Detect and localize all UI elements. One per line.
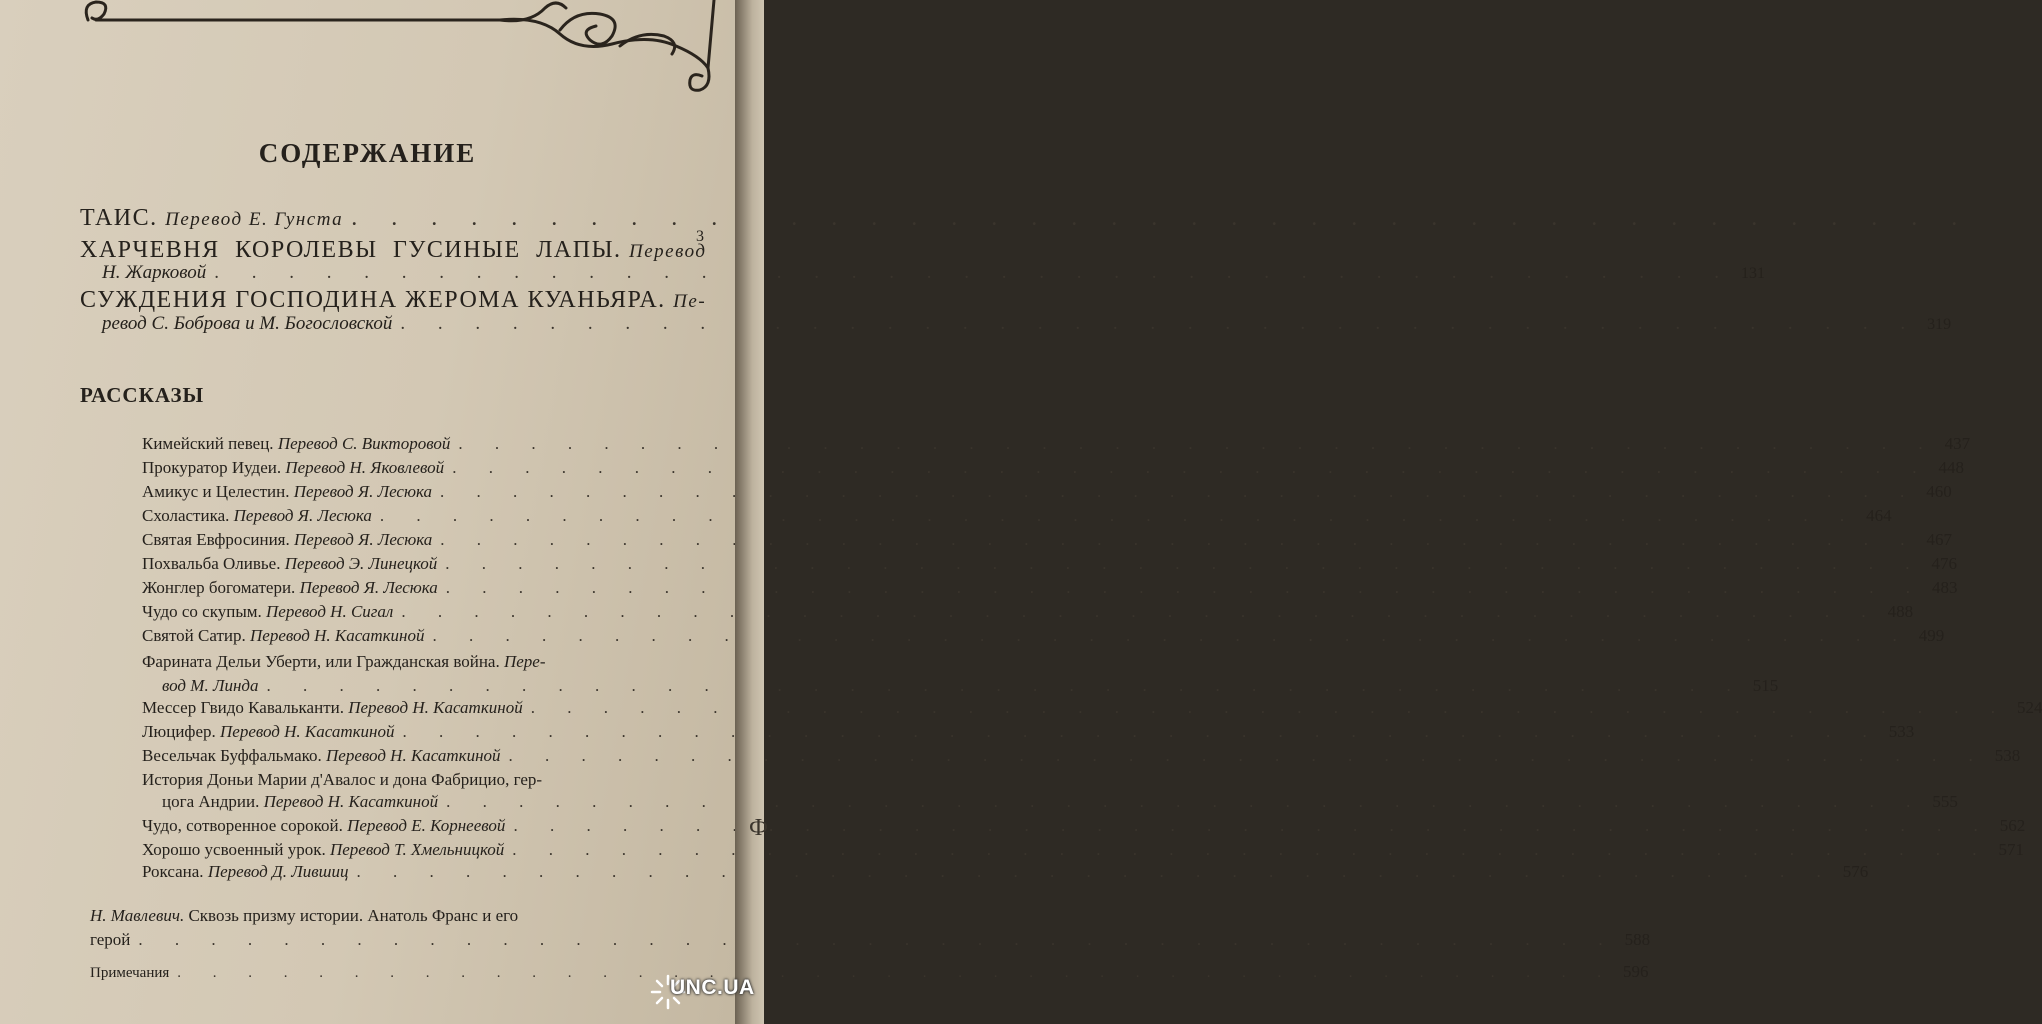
entry-translator: Пе- — [673, 291, 707, 312]
page-number: 319 — [1927, 316, 1952, 333]
entry-title-cont: герой — [90, 930, 131, 949]
toc-row — [90, 962, 1649, 982]
dot-leader — [402, 722, 1880, 742]
section-title: РАССКАЗЫ — [80, 383, 205, 407]
dot-leader — [440, 530, 1918, 550]
toc-row — [142, 862, 1869, 882]
page-number: 576 — [1842, 862, 1869, 881]
toc-row-continuation — [90, 930, 1651, 950]
page-number: 533 — [1888, 722, 1915, 741]
dot-leader — [440, 482, 1918, 502]
entry-translator: Перевод Я. Лесюка — [299, 578, 438, 597]
entry-title: Святой Сатир. — [142, 626, 246, 645]
toc-row-continuation — [102, 262, 1766, 284]
entry-title: Схоластика. — [142, 506, 230, 525]
toc-row — [142, 458, 1964, 478]
dot-leader — [512, 840, 1990, 860]
toc-row — [80, 205, 704, 232]
entry-title: Святая Евфросиния. — [142, 530, 290, 549]
toc-row — [142, 626, 1945, 646]
page-number: 131 — [1741, 265, 1766, 282]
entry-translator: Перевод Н. Касаткиной — [348, 698, 523, 717]
dot-leader — [380, 506, 1858, 526]
entry-title: Прокуратор Иудеи. — [142, 458, 282, 477]
entry-author: Н. Мавлевич. — [90, 906, 185, 925]
entry-translator-cont: Н. Жарковой — [102, 262, 207, 283]
toc-row — [142, 770, 704, 790]
entry-title: Мессер Гвидо Кавальканти. — [142, 698, 344, 717]
toc-row-continuation — [162, 676, 1779, 696]
dot-leader — [401, 602, 1879, 622]
toc-row — [80, 287, 707, 314]
page-number: 596 — [1623, 962, 1649, 981]
dot-leader — [214, 262, 1733, 284]
page-number: 460 — [1926, 482, 1952, 501]
page-number: 555 — [1932, 792, 1958, 811]
page-number: 515 — [1752, 676, 1779, 695]
entry-translator: Перевод Н. Касаткиной — [326, 746, 501, 765]
entry-title: Весельчак Буффальмако. — [142, 746, 322, 765]
toc-row — [142, 602, 1914, 622]
edge-glyph: Ф — [749, 815, 768, 841]
toc-row — [142, 434, 1971, 454]
page-number: 483 — [1932, 578, 1958, 597]
toc-row — [142, 482, 1952, 502]
page-number: 562 — [1999, 816, 2026, 835]
entry-translator: Перевод Е. Гунста — [165, 209, 344, 230]
dot-leader — [351, 205, 1971, 232]
dot-leader — [177, 965, 1615, 982]
page-number: 467 — [1926, 530, 1952, 549]
toc-row — [142, 554, 1958, 574]
toc-row — [142, 816, 2026, 836]
toc-row-continuation — [102, 313, 1952, 335]
toc-row — [142, 840, 2025, 860]
dot-leader — [432, 626, 1910, 646]
entry-translator-cont: вод М. Линда — [162, 676, 259, 695]
page-number: 448 — [1938, 458, 1964, 477]
entry-title: Чудо со скупым. — [142, 602, 262, 621]
entry-translator: Перевод Я. Лесюка — [233, 506, 372, 525]
dot-leader — [446, 578, 1924, 598]
toc-row — [142, 578, 1958, 598]
dot-leader — [400, 313, 1919, 335]
toc-row — [142, 698, 2042, 718]
watermark — [654, 968, 764, 1018]
entry-title: Жонглер богоматери. — [142, 578, 296, 597]
entry-title: Роксана. — [142, 862, 204, 881]
entry-translator: Перевод Н. Яковлевой — [285, 458, 445, 477]
toc-row — [142, 746, 2021, 766]
entry-translator: Перевод Е. Корнеевой — [347, 816, 506, 835]
entry-translator: Перевод Н. Касаткиной — [263, 792, 439, 811]
ornamental-border-icon — [0, 0, 735, 100]
entry-translator: Перевод Э. Линецкой — [284, 554, 438, 573]
entry-translator: Перевод Н. Сигал — [266, 602, 394, 621]
dot-leader — [458, 434, 1936, 454]
page-title: СОДЕРЖАНИЕ — [258, 138, 477, 168]
entry-translator: Перевод С. Викторовой — [277, 434, 451, 453]
toc-row — [142, 722, 1915, 742]
entry-title: Сквозь призму истории. Анатоль Франс и его — [188, 906, 519, 925]
toc-row — [142, 652, 704, 672]
page-number: 464 — [1866, 506, 1892, 525]
page-number: 476 — [1931, 554, 1958, 573]
entry-title: Амикус и Целестин. — [142, 482, 290, 501]
entry-translator: Перевод Д. Лившиц — [207, 862, 349, 881]
dot-leader — [445, 554, 1923, 574]
page-number: 488 — [1887, 602, 1914, 621]
entry-title: ХАРЧЕВНЯ КОРОЛЕВЫ ГУСИНЫЕ ЛАПЫ. — [80, 237, 622, 263]
watermark-text: UNC.UA — [670, 976, 755, 999]
entry-translator: Перевод Т. Хмельницкой — [329, 840, 505, 859]
page-number-text: 3 — [696, 228, 704, 245]
entry-title: СУЖДЕНИЯ ГОСПОДИНА ЖЕРОМА КУАНЬЯРА. — [80, 287, 666, 313]
adjacent-page-edge — [735, 0, 768, 1024]
entry-title: Кимейский певец. — [142, 434, 274, 453]
toc-row — [80, 237, 707, 264]
page-number: 499 — [1918, 626, 1945, 645]
entry-translator-cont: ревод С. Боброва и М. Богословской — [102, 313, 393, 334]
dot-leader — [357, 862, 1835, 882]
dot-leader — [138, 930, 1616, 950]
entry-translator: Перевод — [629, 241, 707, 262]
entry-title: История Доньи Марии д'Авалос и дона Фабрицио, гер- — [142, 770, 543, 789]
toc-row — [142, 530, 1952, 550]
dot-leader — [452, 458, 1930, 478]
page-number: 524 — [2016, 698, 2042, 717]
entry-title-cont: цога Андрии. — [162, 792, 260, 811]
toc-row-continuation — [162, 792, 1958, 812]
page-number: 571 — [1998, 840, 2025, 859]
entry-translator: Перевод Н. Касаткиной — [220, 722, 395, 741]
dot-leader — [267, 676, 1745, 696]
toc-row — [142, 506, 1892, 526]
entry-translator: Перевод Н. Касаткиной — [250, 626, 425, 645]
entry-title: Похвальба Оливье. — [142, 554, 281, 573]
entry-title: Примечания — [90, 965, 170, 981]
entry-translator: Перевод Я. Лесюка — [293, 482, 432, 501]
entry-title: Чудо, сотворенное сорокой. — [142, 816, 343, 835]
entry-translator: Пере- — [503, 652, 546, 671]
dot-leader — [446, 792, 1924, 812]
entry-translator: Перевод Я. Лесюка — [294, 530, 433, 549]
entry-title: ТАИС. — [80, 205, 158, 231]
toc-row — [90, 906, 704, 926]
page-number: 538 — [1994, 746, 2021, 765]
page-number: 588 — [1624, 930, 1651, 949]
dot-leader — [509, 746, 1987, 766]
page-number: 437 — [1944, 434, 1971, 453]
entry-title: Фарината Дельи Уберти, или Гражданская война. — [142, 652, 500, 671]
entry-title: Люцифер. — [142, 722, 216, 741]
entry-title: Хорошо усвоенный урок. — [142, 840, 326, 859]
